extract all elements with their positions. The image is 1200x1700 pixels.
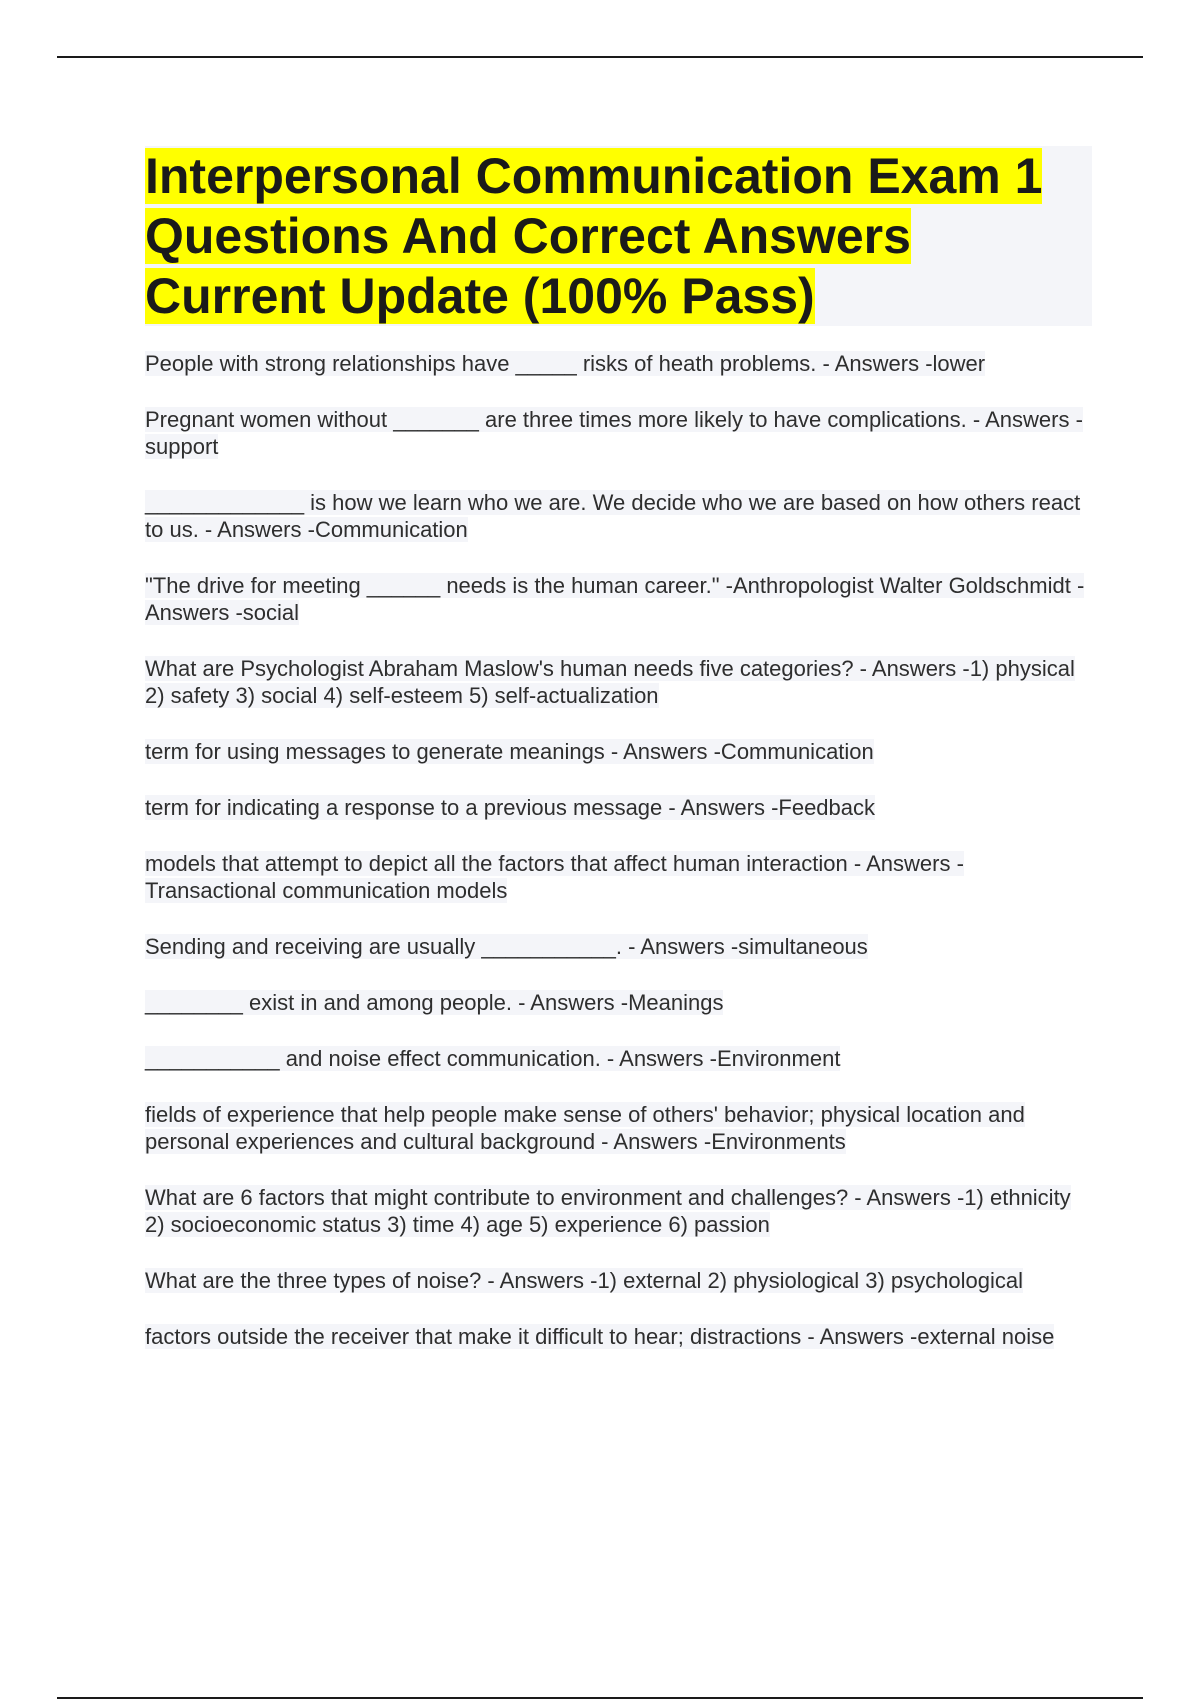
qa-item: Sending and receiving are usually ___________. - Answers -simultaneous [145,934,868,959]
document-title [145,146,1092,326]
qa-item: _____________ is how we learn who we are. We decide who we are based on how others react to us. - Answers -Communication [145,490,1081,542]
qa-item: ________ exist in and among people. - Answers -Meanings [145,990,724,1015]
qa-item: term for indicating a response to a previous message - Answers -Feedback [145,795,876,820]
qa-item: "The drive for meeting ______ needs is the human career." -Anthropologist Walter Goldschmidt - Answers -social [145,573,1085,625]
qa-item: factors outside the receiver that make it difficult to hear; distractions - Answers -external noise [145,1324,1055,1349]
bottom-rule [57,1697,1143,1699]
question-answer-list [145,350,1092,1379]
qa-item: What are the three types of noise? - Answers -1) external 2) physiological 3) psychological [145,1268,1023,1293]
qa-item: models that attempt to depict all the factors that affect human interaction - Answers - Transactional communication models [145,851,964,903]
qa-item: What are Psychologist Abraham Maslow's human needs five categories? - Answers -1) physical 2) safety 3) social 4) self-esteem 5) self-actualization [145,656,1075,708]
qa-item: fields of experience that help people make sense of others' behavior; physical location and personal experiences and cultural background - Answers -Environments [145,1102,1025,1154]
qa-item: Pregnant women without _______ are three times more likely to have complications. - Answers -support [145,407,1083,459]
title-line: Interpersonal Communication Exam 1 [145,148,1043,204]
title-line: Current Update (100% Pass) [145,268,815,324]
qa-item: What are 6 factors that might contribute to environment and challenges? - Answers -1) ethnicity 2) socioeconomic status 3) time 4) age 5) experience 6) passion [145,1185,1071,1237]
top-rule [57,56,1143,58]
qa-item: term for using messages to generate meanings - Answers -Communication [145,739,874,764]
title-line: Questions And Correct Answers [145,208,911,264]
qa-item: People with strong relationships have _____ risks of heath problems. - Answers -lower [145,351,986,376]
qa-item: ___________ and noise effect communication. - Answers -Environment [145,1046,841,1071]
